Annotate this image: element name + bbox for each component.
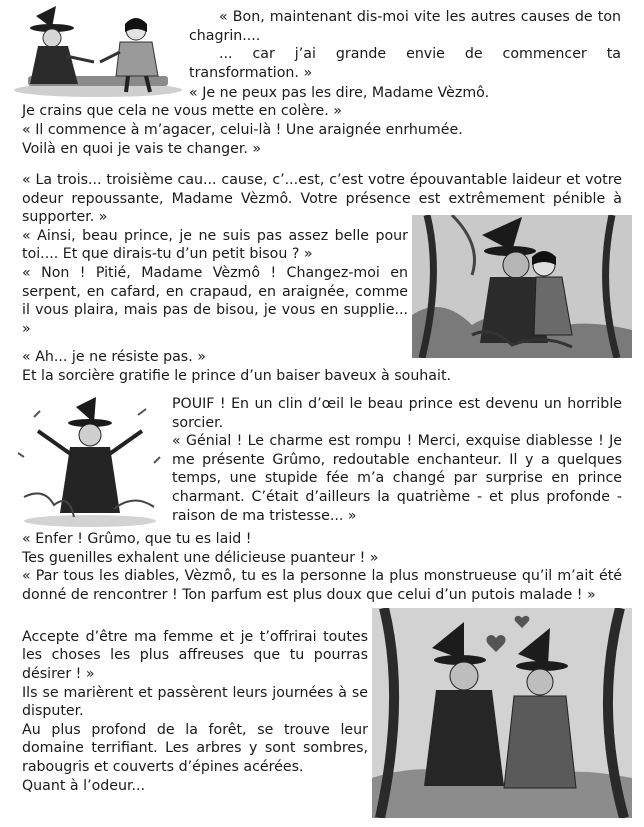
paragraph: Quant à l’odeur... [22, 777, 146, 794]
text-block-3 [172, 395, 622, 525]
paragraph: Ils se marièrent et passèrent leurs journées à se disputer. [22, 684, 368, 720]
paragraph: « Ah... je ne résiste pas. » [22, 349, 206, 365]
paragraph: « Par tous les diables, Vèzmô, tu es la personne la plus monstrueuse qu’il m’ait été donné de rencontrer ! Ton parfum est plus doux que celui d’un putois malade ! » [22, 568, 622, 603]
paragraph: POUIF ! En un clin d’œil le beau prince est devenu un horrible sorcier. [172, 396, 622, 431]
paragraph: Je crains que cela ne vous mette en colère. » [22, 103, 342, 120]
paragraph: « Enfer ! Grûmo, que tu es laid ! [22, 531, 252, 547]
witch-couple-illustration [372, 608, 632, 818]
text-block-1b [22, 84, 622, 158]
text-block-2c [22, 348, 622, 385]
paragraph: « Il commence à m’agacer, celui-là ! Une araignée enrhumée. [22, 121, 463, 138]
witch-kiss-illustration [412, 215, 632, 358]
paragraph: « Non ! Pitié, Madame Vèzmô ! Changez-moi en serpent, en cafard, en crapaud, en araignée, comme il vous plaira, mais pas de bisou, je vous en supplie... » [22, 264, 408, 337]
paragraph: « Ainsi, beau prince, je ne suis pas assez belle pour toi.... Et que dirais-tu d’un petit bisou ? » [22, 227, 408, 263]
paragraph: « Génial ! Le charme est rompu ! Merci, exquise diablesse ! Je me présente Grûmo, redoutable enchanteur. Il y a quelques temps, une stupide fée m’a changé par surprise en prince charmant. C’était d’ailleurs la quatrième - et plus profonde - raison de ma tristesse... » [172, 433, 622, 524]
paragraph: Accepte d’être ma femme et je t’offrirai toutes les choses les plus affreuses que tu pourras désirer ! » [22, 628, 368, 682]
text-block-1 [189, 8, 621, 82]
paragraph: Voilà en quoi je vais te changer. » [22, 140, 262, 157]
paragraph: Au plus profond de la forêt, se trouve leur domaine terrifiant. Les arbres y sont sombres, rabougris et couverts d’épines acérées. [22, 721, 368, 775]
sorcerer-transformed-illustration [14, 397, 164, 529]
text-block-4b [22, 628, 368, 795]
text-block-2b [22, 227, 408, 339]
paragraph: Et la sorcière gratifie le prince d’un baiser baveux à souhait. [22, 367, 452, 384]
paragraph: Tes guenilles exhalent une délicieuse puanteur ! » [22, 549, 379, 566]
paragraph: « La trois... troisième cau... cause, c’...est, c’est votre épouvantable laideur et votre odeur repoussante, Madame Vèzmô. Votre présence est extrêmement pénible à supporter. » [22, 172, 622, 226]
text-block-4a [22, 530, 622, 604]
paragraph: « Je ne peux pas les dire, Madame Vèzmô. [189, 84, 490, 101]
paragraph: ... car j’ai grande envie de commencer ta transformation. » [189, 46, 621, 81]
paragraph: « Bon, maintenant dis-moi vite les autres causes de ton chagrin.... [189, 9, 621, 44]
